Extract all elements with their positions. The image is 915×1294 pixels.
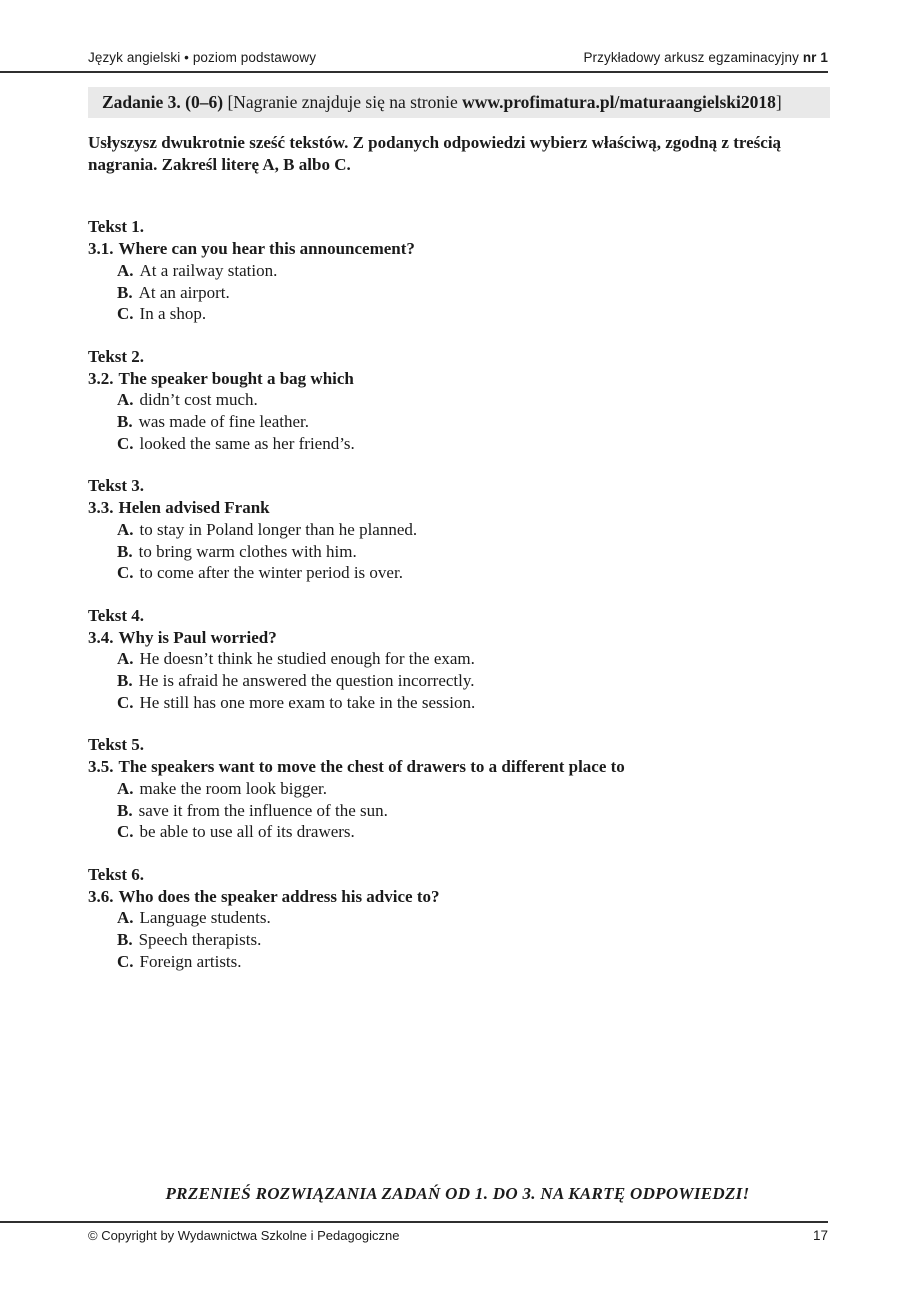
task-note-suffix: ] <box>775 92 782 112</box>
question-text: The speaker bought a bag which <box>118 368 354 388</box>
option-letter: A. <box>117 778 134 798</box>
option-text: He doesn’t think he studied enough for the exam. <box>139 649 475 669</box>
option-text: At an airport. <box>138 282 230 302</box>
option-text: was made of fine leather. <box>138 412 309 432</box>
answer-option <box>88 562 828 584</box>
page-number: 17 <box>812 1228 828 1243</box>
answer-option <box>88 519 828 541</box>
answer-option <box>88 692 828 714</box>
header-right-regular: Przykładowy arkusz egzaminacyjny <box>583 50 803 65</box>
question-number: 3.5. <box>88 757 114 777</box>
question-number: 3.4. <box>88 627 114 647</box>
task-section <box>88 605 828 714</box>
answer-option <box>88 282 828 304</box>
question-number: 3.2. <box>88 368 114 388</box>
answer-option <box>88 907 828 929</box>
option-letter: B. <box>117 930 133 950</box>
option-letter: C. <box>117 822 134 842</box>
options-list <box>88 260 828 325</box>
options-list <box>88 778 828 843</box>
option-letter: B. <box>117 541 133 561</box>
question-line <box>88 756 828 778</box>
option-letter: C. <box>117 951 134 971</box>
option-text: to bring warm clothes with him. <box>138 541 357 561</box>
option-text: He still has one more exam to take in the session. <box>139 692 476 712</box>
tekst-title: Tekst 4. <box>88 605 145 625</box>
option-letter: A. <box>117 519 134 539</box>
options-list <box>88 519 828 584</box>
task-section <box>88 864 828 973</box>
task-note-prefix: [Nagranie znajduje się na stronie <box>223 92 463 112</box>
answer-option <box>88 411 828 433</box>
question-number: 3.6. <box>88 886 114 906</box>
option-text: didn’t cost much. <box>139 390 258 410</box>
question-text: Why is Paul worried? <box>118 627 277 647</box>
option-text: to come after the winter period is over. <box>139 563 403 583</box>
task-url: www.profimatura.pl/maturaangielski2018 <box>462 92 776 112</box>
question-text: Who does the speaker address his advice to? <box>118 886 440 906</box>
option-letter: C. <box>117 563 134 583</box>
question-line <box>88 497 828 519</box>
option-letter: C. <box>117 692 134 712</box>
answer-option <box>88 800 828 822</box>
task-header <box>88 87 830 118</box>
transfer-note: PRZENIEŚ ROZWIĄZANIA ZADAŃ OD 1. DO 3. NA KARTĘ ODPOWIEDZI! <box>165 1184 750 1203</box>
option-letter: C. <box>117 433 134 453</box>
header-right-label <box>583 50 828 65</box>
options-list <box>88 389 828 454</box>
tekst-title: Tekst 5. <box>88 735 145 755</box>
header-left-label: Język angielski • poziom podstawowy <box>88 50 317 65</box>
sections <box>88 216 828 972</box>
question-number: 3.3. <box>88 498 114 518</box>
task-title: Zadanie 3. (0–6) <box>102 92 224 112</box>
option-letter: B. <box>117 412 133 432</box>
question-line <box>88 886 828 908</box>
answer-option <box>88 389 828 411</box>
header-right-bold: nr 1 <box>802 50 828 65</box>
task-section <box>88 734 828 843</box>
answer-option <box>88 929 828 951</box>
option-letter: A. <box>117 260 134 280</box>
question-number: 3.1. <box>88 239 114 259</box>
question-line <box>88 627 828 649</box>
option-text: At a railway station. <box>139 260 278 280</box>
answer-option <box>88 541 828 563</box>
answer-option <box>88 303 828 325</box>
option-text: Speech therapists. <box>138 930 262 950</box>
answer-option <box>88 821 828 843</box>
question-text: The speakers want to move the chest of drawers to a different place to <box>118 757 625 777</box>
question-line <box>88 368 828 390</box>
answer-option <box>88 648 828 670</box>
answer-option <box>88 433 828 455</box>
page-header <box>88 0 828 65</box>
option-text: be able to use all of its drawers. <box>139 822 355 842</box>
option-letter: B. <box>117 800 133 820</box>
tekst-title: Tekst 6. <box>88 864 145 884</box>
options-list <box>88 907 828 972</box>
answer-option <box>88 670 828 692</box>
answer-option <box>88 951 828 973</box>
option-letter: C. <box>117 304 134 324</box>
option-text: looked the same as her friend’s. <box>139 433 355 453</box>
option-text: He is afraid he answered the question incorrectly. <box>138 671 475 691</box>
tekst-title: Tekst 3. <box>88 476 145 496</box>
option-text: Language students. <box>139 908 271 928</box>
option-letter: A. <box>117 908 134 928</box>
footer-divider <box>0 1221 828 1223</box>
option-text: save it from the influence of the sun. <box>138 800 388 820</box>
tekst-title: Tekst 2. <box>88 346 145 366</box>
page-footer <box>88 1228 828 1243</box>
copyright-text: © Copyright by Wydawnictwa Szkolne i Pedagogiczne <box>88 1228 400 1243</box>
option-text: make the room look bigger. <box>139 778 327 798</box>
option-text: Foreign artists. <box>139 951 242 971</box>
option-text: In a shop. <box>139 304 207 324</box>
option-text: to stay in Poland longer than he planned. <box>139 519 418 539</box>
task-section <box>88 216 828 325</box>
tekst-title: Tekst 1. <box>88 217 145 237</box>
header-divider <box>0 71 828 73</box>
answer-option <box>88 778 828 800</box>
option-letter: A. <box>117 649 134 669</box>
task-section <box>88 475 828 584</box>
question-line <box>88 238 828 260</box>
answer-option <box>88 260 828 282</box>
task-instructions: Usłyszysz dwukrotnie sześć tekstów. Z podanych odpowiedzi wybierz właściwą, zgodną z treścią nagrania. Zakreśl literę A, B albo C. <box>88 133 782 174</box>
option-letter: B. <box>117 671 133 691</box>
question-text: Where can you hear this announcement? <box>118 239 415 259</box>
options-list <box>88 648 828 713</box>
question-text: Helen advised Frank <box>118 498 270 518</box>
option-letter: B. <box>117 282 133 302</box>
task-section <box>88 346 828 455</box>
option-letter: A. <box>117 390 134 410</box>
